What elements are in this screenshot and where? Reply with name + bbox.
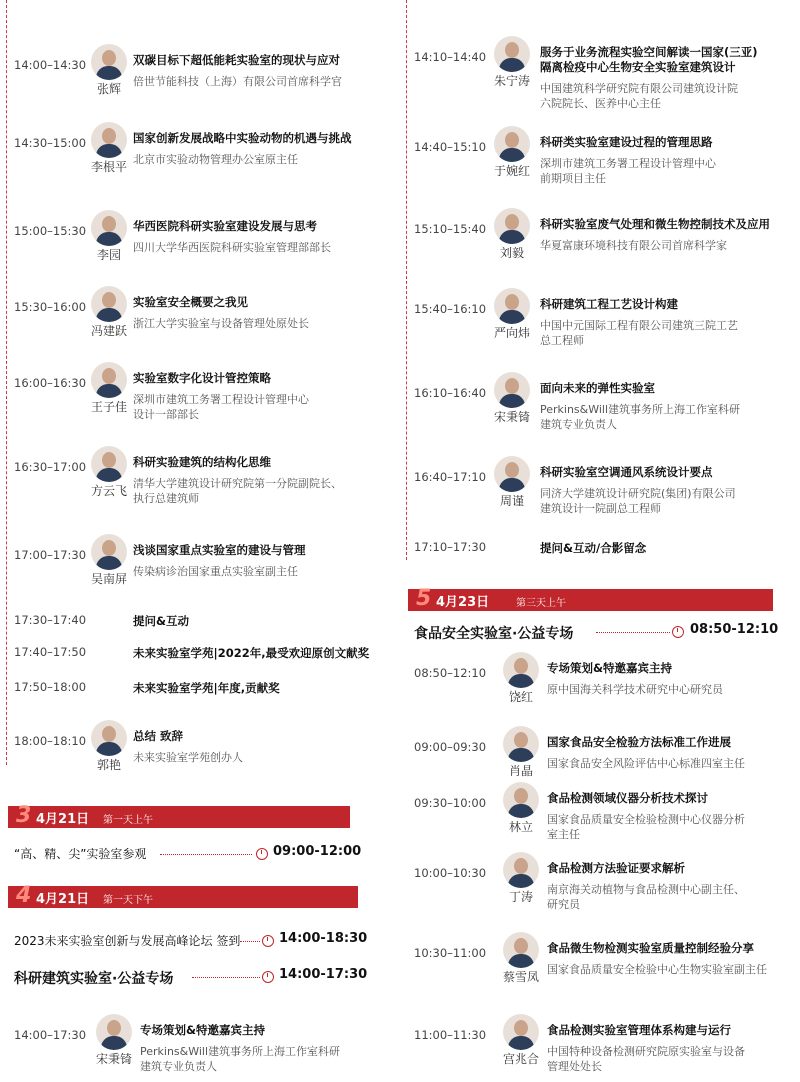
day-banner <box>8 803 350 828</box>
speaker-affiliation: 深圳市建筑工务署工程设计管理中心 <box>133 393 309 406</box>
venue-label: 食品安全实验室·公益专场 <box>414 626 574 642</box>
speaker-name: 宫兆合 <box>502 1052 539 1066</box>
speaker-affiliation: 室主任 <box>547 828 580 841</box>
avatar-head <box>514 658 528 674</box>
speaker-avatar <box>503 932 539 968</box>
session-time: 14:00–17:30 <box>14 1028 87 1042</box>
speaker-affiliation: 倍世节能科技（上海）有限公司首席科学官 <box>133 75 342 88</box>
session-time: 17:30–17:40 <box>14 613 87 627</box>
speaker-affiliation: 中国特种设备检测研究院原实验室与设备 <box>547 1045 745 1058</box>
avatar-body <box>499 230 525 244</box>
avatar-body <box>499 58 525 72</box>
speaker-affiliation: 建筑专业负责人 <box>540 418 617 431</box>
avatar-head <box>514 788 528 804</box>
speaker-affiliation: 前期项目主任 <box>540 172 606 185</box>
speaker-affiliation: Perkins&Will建筑事务所上海工作室科研 <box>540 403 741 416</box>
speaker-affiliation: 深圳市建筑工务署工程设计管理中心 <box>540 157 716 170</box>
speaker-avatar <box>503 1014 539 1050</box>
session-title: 实验室数字化设计管控策略 <box>133 371 271 385</box>
banner-subtitle: 第三天上午 <box>516 598 566 609</box>
right-column <box>400 0 800 1082</box>
day-number: 4 <box>16 883 32 908</box>
clock-icon <box>262 971 274 983</box>
speaker-affiliation: 四川大学华西医院科研实验室管理部部长 <box>133 241 331 254</box>
venue-time: 14:00-17:30 <box>279 967 368 982</box>
session-time: 14:40–15:10 <box>414 140 487 154</box>
session-time: 14:00–14:30 <box>14 58 87 72</box>
dotted-leader <box>240 941 260 942</box>
session-time: 18:00–18:10 <box>14 734 87 748</box>
speaker-affiliation: 六院院长、医养中心主任 <box>540 97 661 110</box>
session-title: 食品微生物检测实验室质量控制经验分享 <box>547 941 754 955</box>
avatar-body <box>508 804 534 818</box>
session-title: 科研实验室废气处理和微生物控制技术及应用 <box>540 217 770 231</box>
avatar-body <box>96 232 122 246</box>
session-title: 实验室安全概要之我见 <box>133 295 248 309</box>
speaker-avatar <box>494 126 530 162</box>
timeline-line <box>6 0 7 765</box>
speaker-avatar <box>494 36 530 72</box>
session-title: 浅谈国家重点实验室的建设与管理 <box>133 543 306 557</box>
session-title: 科研实验室空调通风系统设计要点 <box>540 465 713 479</box>
session-time: 15:40–16:10 <box>414 302 487 316</box>
speaker-avatar <box>503 852 539 888</box>
avatar-head <box>514 1020 528 1036</box>
speaker-affiliation: 中国建筑科学研究院有限公司建筑设计院 <box>540 82 738 95</box>
avatar-head <box>102 292 116 308</box>
session-title: 华西医院科研实验室建设发展与思考 <box>133 219 317 233</box>
speaker-affiliation: 传染病诊治国家重点实验室副主任 <box>133 565 298 578</box>
session-title: 专场策划&特邀嘉宾主持 <box>547 661 673 675</box>
speaker-name: 冯建跃 <box>90 324 127 338</box>
avatar-head <box>102 128 116 144</box>
speaker-affiliation: 中国中元国际工程有限公司建筑三院工艺 <box>540 319 738 332</box>
session-title: 国家创新发展战略中实验动物的机遇与挑战 <box>133 131 352 145</box>
speaker-affiliation: 同济大学建筑设计研究院(集团)有限公司 <box>540 487 736 500</box>
avatar-head <box>505 42 519 58</box>
speaker-affiliation: 浙江大学实验室与设备管理处原处长 <box>133 317 309 330</box>
session-time: 17:50–18:00 <box>14 680 87 694</box>
speaker-name: 朱宁涛 <box>493 74 530 88</box>
speaker-name: 严向炜 <box>493 326 530 340</box>
clock-icon <box>256 848 268 860</box>
session-title: 双碳目标下超低能耗实验室的现状与应对 <box>133 53 340 67</box>
session-time: 17:40–17:50 <box>14 645 87 659</box>
avatar-head <box>102 216 116 232</box>
speaker-name: 林立 <box>508 820 533 834</box>
session-time: 17:10–17:30 <box>414 540 487 554</box>
avatar-head <box>505 462 519 478</box>
speaker-affiliation: 总工程师 <box>540 334 584 347</box>
speaker-avatar <box>91 122 127 158</box>
avatar-head <box>505 294 519 310</box>
speaker-name: 肖晶 <box>508 764 533 778</box>
speaker-affiliation: 清华大学建筑设计研究院第一分院副院长、 <box>133 477 342 490</box>
banner-subtitle: 第一天下午 <box>103 895 153 906</box>
session-time: 10:30–11:00 <box>414 946 487 960</box>
speaker-avatar <box>503 726 539 762</box>
session-title: 总结 致辞 <box>133 729 184 743</box>
speaker-name: 宋秉锜 <box>95 1052 132 1066</box>
avatar-body <box>101 1036 127 1050</box>
speaker-avatar <box>503 652 539 688</box>
timeline-line <box>406 0 407 560</box>
clock-icon <box>672 626 684 638</box>
banner-date: 4月21日 <box>36 812 90 827</box>
venue-label: “高、精、尖”实验室参观 <box>14 847 147 861</box>
session-time: 11:00–11:30 <box>414 1028 487 1042</box>
avatar-body <box>96 308 122 322</box>
avatar-head <box>514 938 528 954</box>
speaker-avatar <box>503 782 539 818</box>
session-time: 09:00–09:30 <box>414 740 487 754</box>
session-time: 15:30–16:00 <box>14 300 87 314</box>
speaker-avatar <box>91 44 127 80</box>
avatar-body <box>508 674 534 688</box>
session-title: 科研类实验室建设过程的管理思路 <box>540 135 713 149</box>
session-time: 14:30–15:00 <box>14 136 87 150</box>
session-title: 专场策划&特邀嘉宾主持 <box>140 1023 266 1037</box>
speaker-affiliation: 国家食品安全风险评估中心标准四室主任 <box>547 757 745 770</box>
session-title: 未来实验室学苑|2022年,最受欢迎原创文献奖 <box>133 646 370 660</box>
avatar-head <box>102 726 116 742</box>
avatar-head <box>505 378 519 394</box>
speaker-name: 蔡雪凤 <box>502 970 539 984</box>
avatar-body <box>508 748 534 762</box>
venue-time: 08:50-12:10 <box>690 622 779 637</box>
speaker-name: 郭艳 <box>96 758 121 772</box>
speaker-avatar <box>91 362 127 398</box>
speaker-name: 刘毅 <box>499 246 524 260</box>
session-time: 10:00–10:30 <box>414 866 487 880</box>
speaker-name: 李根平 <box>90 160 127 174</box>
avatar-body <box>96 66 122 80</box>
speaker-avatar <box>494 288 530 324</box>
avatar-body <box>508 874 534 888</box>
avatar-body <box>499 310 525 324</box>
avatar-body <box>508 954 534 968</box>
avatar-head <box>514 732 528 748</box>
avatar-head <box>102 50 116 66</box>
session-time: 16:00–16:30 <box>14 376 87 390</box>
session-title: 面向未来的弹性实验室 <box>540 381 655 395</box>
dotted-leader <box>596 632 670 633</box>
speaker-avatar <box>91 210 127 246</box>
session-title: 提问&互动 <box>133 614 190 628</box>
avatar-body <box>499 148 525 162</box>
speaker-affiliation: 南京海关动植物与食品检测中心副主任、 <box>547 883 745 896</box>
avatar-body <box>96 384 122 398</box>
session-title: 隔离检疫中心生物安全实验室建筑设计 <box>540 60 736 74</box>
speaker-avatar <box>91 446 127 482</box>
session-time: 09:30–10:00 <box>414 796 487 810</box>
avatar-head <box>505 132 519 148</box>
avatar-head <box>102 540 116 556</box>
dotted-leader <box>192 977 260 978</box>
speaker-name: 饶红 <box>508 690 533 704</box>
session-time: 16:30–17:00 <box>14 460 87 474</box>
speaker-name: 宋秉锜 <box>493 410 530 424</box>
session-time: 08:50–12:10 <box>414 666 487 680</box>
banner-date: 4月21日 <box>36 892 90 907</box>
venue-time: 09:00-12:00 <box>273 844 362 859</box>
session-title: 科研建筑工程工艺设计构建 <box>540 297 678 311</box>
speaker-avatar <box>494 456 530 492</box>
venue-label: 科研建筑实验室·公益专场 <box>14 971 174 987</box>
speaker-avatar <box>91 720 127 756</box>
avatar-body <box>96 144 122 158</box>
avatar-head <box>505 214 519 230</box>
speaker-affiliation: 建筑设计一院副总工程师 <box>540 502 661 515</box>
speaker-affiliation: 管理处处长 <box>547 1060 602 1073</box>
avatar-head <box>102 452 116 468</box>
speaker-avatar <box>494 208 530 244</box>
banner-subtitle: 第一天上午 <box>103 815 153 826</box>
venue-time: 14:00-18:30 <box>279 931 368 946</box>
session-title: 食品检测领域仪器分析技术探讨 <box>547 791 708 805</box>
speaker-name: 周谨 <box>499 494 524 508</box>
speaker-affiliation: 研究员 <box>547 898 580 911</box>
speaker-name: 李园 <box>96 248 121 262</box>
speaker-affiliation: Perkins&Will建筑事务所上海工作室科研 <box>140 1045 341 1058</box>
speaker-name: 王子佳 <box>90 400 127 414</box>
speaker-avatar <box>91 286 127 322</box>
speaker-affiliation: 设计一部部长 <box>133 408 199 421</box>
speaker-affiliation: 建筑专业负责人 <box>140 1060 217 1073</box>
speaker-affiliation: 未来实验室学苑创办人 <box>133 751 243 764</box>
speaker-avatar <box>494 372 530 408</box>
day-banner <box>408 586 773 611</box>
session-title: 食品检测方法验证要求解析 <box>547 861 685 875</box>
speaker-affiliation: 国家食品质量安全检验中心生物实验室副主任 <box>547 963 767 976</box>
session-title: 服务于业务流程实验空间解读一国家(三亚) <box>540 45 758 59</box>
speaker-name: 丁涛 <box>508 890 533 904</box>
speaker-avatar <box>91 534 127 570</box>
session-time: 14:10–14:40 <box>414 50 487 64</box>
session-time: 15:10–15:40 <box>414 222 487 236</box>
session-time: 16:40–17:10 <box>414 470 487 484</box>
venue-label: 2023未来实验室创新与发展高峰论坛 签到 <box>14 934 241 948</box>
speaker-affiliation: 原中国海关科学技术研究中心研究员 <box>547 683 723 696</box>
session-title: 未来实验室学苑|年度,贡献奖 <box>133 681 280 695</box>
speaker-affiliation: 北京市实验动物管理办公室原主任 <box>133 153 298 166</box>
speaker-avatar <box>96 1014 132 1050</box>
avatar-body <box>96 468 122 482</box>
dotted-leader <box>160 854 252 855</box>
speaker-affiliation: 华夏富康环境科技有限公司首席科学家 <box>540 239 727 252</box>
avatar-body <box>508 1036 534 1050</box>
avatar-head <box>514 858 528 874</box>
avatar-head <box>102 368 116 384</box>
speaker-name: 方云飞 <box>90 484 127 498</box>
banner-date: 4月23日 <box>436 595 490 610</box>
session-title: 国家食品安全检验方法标准工作进展 <box>547 735 731 749</box>
session-time: 16:10–16:40 <box>414 386 487 400</box>
speaker-name: 吴南屏 <box>90 572 127 586</box>
avatar-head <box>107 1020 121 1036</box>
avatar-body <box>96 742 122 756</box>
session-title: 食品检测实验室管理体系构建与运行 <box>547 1023 731 1037</box>
speaker-name: 张辉 <box>96 82 121 96</box>
avatar-body <box>499 478 525 492</box>
day-number: 3 <box>16 803 32 828</box>
speaker-affiliation: 国家食品质量安全检验检测中心仪器分析 <box>547 813 745 826</box>
avatar-body <box>499 394 525 408</box>
clock-icon <box>262 935 274 947</box>
day-banner <box>8 883 358 908</box>
session-title: 科研实验建筑的结构化思维 <box>133 455 271 469</box>
session-title: 提问&互动/合影留念 <box>540 541 647 555</box>
session-time: 15:00–15:30 <box>14 224 87 238</box>
speaker-affiliation: 执行总建筑师 <box>133 492 199 505</box>
session-time: 17:00–17:30 <box>14 548 87 562</box>
day-number: 5 <box>416 586 432 611</box>
avatar-body <box>96 556 122 570</box>
speaker-name: 于婉红 <box>493 164 530 178</box>
